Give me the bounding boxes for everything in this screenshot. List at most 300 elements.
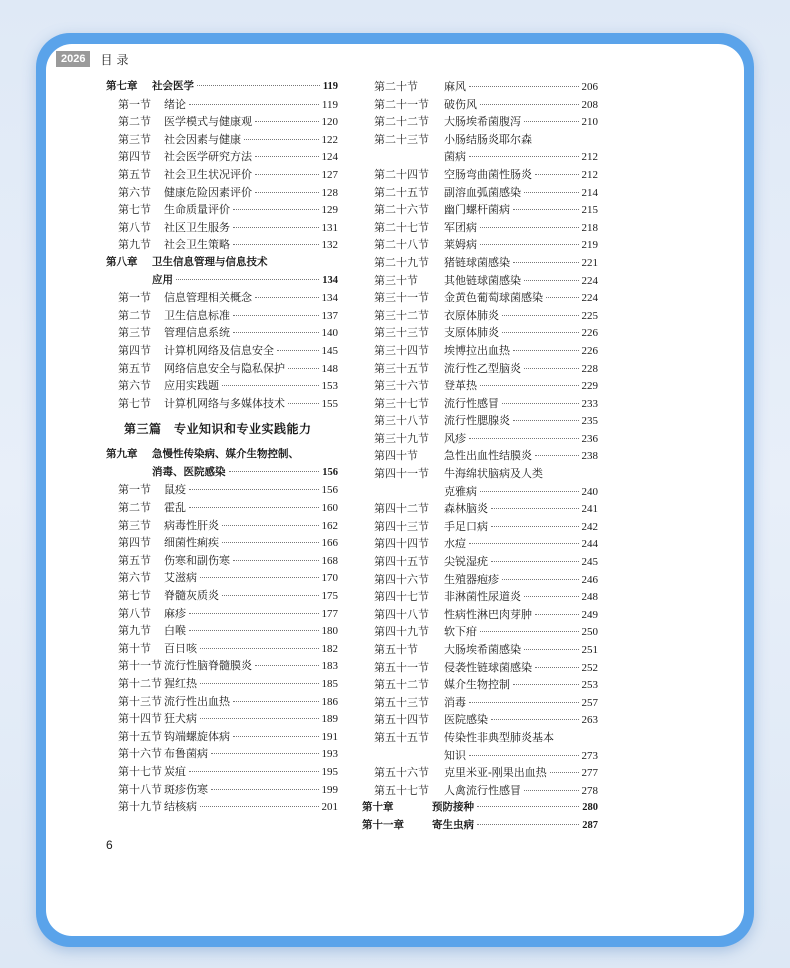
toc-page-number: 248 — [581, 591, 598, 604]
toc-entry-number: 第四十八节 — [374, 607, 429, 621]
toc-right-column — [362, 78, 598, 835]
toc-entry-label — [374, 430, 466, 448]
toc-entry-title: 水痘 — [444, 537, 466, 551]
dot-leader — [255, 665, 319, 666]
dot-leader — [480, 631, 579, 632]
toc-chapter-entry[interactable] — [106, 254, 338, 272]
toc-entry-title: 信息管理相关概念 — [164, 291, 252, 305]
toc-entry-label — [118, 622, 186, 640]
toc-page-number: 120 — [321, 116, 338, 129]
toc-section-entry[interactable] — [362, 588, 598, 606]
dot-leader — [255, 297, 319, 298]
toc-section-entry[interactable] — [362, 166, 598, 184]
toc-page-number: 170 — [321, 572, 338, 585]
toc-section-entry[interactable] — [106, 781, 338, 799]
toc-entry-number: 第七节 — [118, 589, 151, 603]
toc-section-entry[interactable] — [106, 148, 338, 166]
toc-entry-number: 第八节 — [118, 220, 151, 234]
toc-section-entry[interactable] — [362, 500, 598, 518]
toc-section-entry[interactable] — [362, 623, 598, 641]
toc-page-number: 273 — [581, 749, 598, 762]
dot-leader — [469, 86, 579, 87]
toc-entry-title: 手足口病 — [444, 519, 488, 533]
toc-entry-number: 第二十五节 — [374, 185, 429, 199]
toc-page-number: 193 — [321, 748, 338, 761]
toc-section-entry-continued[interactable] — [362, 148, 598, 166]
toc-entry-number: 第五十六节 — [374, 766, 429, 780]
dot-leader — [277, 350, 319, 351]
toc-entry-label — [374, 166, 532, 184]
toc-section-entry[interactable] — [106, 569, 338, 587]
toc-section-entry[interactable] — [362, 219, 598, 237]
dot-leader — [222, 595, 319, 596]
toc-page-number: 212 — [581, 151, 598, 164]
toc-section-entry[interactable] — [106, 184, 338, 202]
toc-section-entry[interactable] — [106, 499, 338, 517]
toc-section-entry[interactable] — [106, 166, 338, 184]
toc-section-entry[interactable] — [106, 728, 338, 746]
toc-entry-title: 斑疹伤寒 — [164, 782, 208, 796]
toc-page-number: 182 — [321, 642, 338, 655]
toc-section-entry[interactable] — [362, 254, 598, 272]
toc-entry-number: 第三十八节 — [374, 414, 429, 428]
toc-section-entry[interactable] — [362, 518, 598, 536]
toc-section-entry[interactable] — [362, 131, 598, 149]
toc-entry-number: 第二十节 — [374, 80, 418, 93]
dot-leader — [211, 753, 319, 754]
dot-leader — [469, 702, 579, 703]
toc-section-entry[interactable] — [106, 113, 338, 131]
toc-entry-number: 第三十三节 — [374, 326, 429, 340]
toc-entry-label — [118, 534, 219, 552]
toc-section-entry[interactable] — [106, 307, 338, 325]
toc-section-entry[interactable] — [106, 798, 338, 816]
dot-leader — [222, 385, 319, 386]
toc-page-number: 127 — [321, 168, 338, 181]
toc-section-entry[interactable] — [362, 342, 598, 360]
toc-entry-number: 第四十二节 — [374, 502, 429, 516]
toc-chapter-entry[interactable] — [362, 799, 598, 817]
toc-entry-title: 计算机网络及信息安全 — [164, 343, 274, 357]
toc-page-number: 134 — [321, 292, 338, 305]
toc-chapter-entry[interactable] — [106, 78, 338, 96]
toc-section-entry[interactable] — [106, 377, 338, 395]
toc-entry-number: 第四十一节 — [374, 467, 429, 481]
dot-leader — [480, 385, 579, 386]
toc-section-entry[interactable] — [362, 184, 598, 202]
toc-entry-title: 克雅病 — [444, 484, 477, 498]
toc-section-entry[interactable] — [362, 96, 598, 114]
toc-entry-title: 金黄色葡萄球菌感染 — [444, 291, 543, 305]
toc-page-number: 180 — [321, 625, 338, 638]
toc-entry-label — [374, 782, 521, 800]
dot-leader — [233, 244, 319, 245]
toc-section-entry[interactable] — [362, 447, 598, 465]
dot-leader — [189, 613, 319, 614]
toc-page-number: 246 — [581, 573, 598, 586]
toc-section-entry[interactable] — [362, 272, 598, 290]
toc-section-entry[interactable] — [362, 430, 598, 448]
toc-entry-number: 第七章 — [106, 80, 138, 92]
toc-entry-label — [118, 569, 197, 587]
toc-section-entry[interactable] — [106, 622, 338, 640]
toc-entry-number: 第十三节 — [118, 694, 162, 708]
toc-page-number: 132 — [321, 239, 338, 252]
toc-entry-label — [118, 745, 208, 763]
toc-page-number: 155 — [321, 397, 338, 410]
toc-section-entry[interactable] — [362, 676, 598, 694]
dot-leader — [233, 227, 319, 228]
toc-entry-title: 医院感染 — [444, 713, 488, 727]
toc-entry-title: 猪链球菌感染 — [444, 255, 510, 269]
toc-entry-title: 副溶血弧菌感染 — [444, 185, 521, 199]
toc-page-number: 251 — [581, 644, 598, 656]
dot-leader — [491, 561, 579, 562]
dot-leader — [200, 648, 319, 649]
toc-page-number: 229 — [581, 380, 598, 393]
toc-page-number: 145 — [321, 344, 338, 357]
toc-section-entry[interactable] — [362, 764, 598, 782]
toc-section-entry[interactable] — [106, 675, 338, 693]
dot-leader — [233, 332, 319, 333]
dot-leader — [535, 455, 579, 456]
toc-entry-title: 社会卫生策略 — [164, 238, 230, 252]
toc-entry-title: 霍乱 — [164, 501, 186, 515]
toc-entry-number: 第七节 — [118, 396, 151, 410]
dot-leader — [255, 156, 319, 157]
toc-section-entry[interactable] — [106, 342, 338, 360]
dot-leader — [477, 806, 579, 807]
toc-entry-number: 第三节 — [118, 518, 151, 532]
dot-leader — [469, 156, 579, 157]
toc-page-number: 233 — [581, 397, 598, 410]
dot-leader — [535, 667, 579, 668]
toc-section-entry[interactable] — [362, 641, 598, 659]
dot-leader — [513, 209, 579, 210]
header-title: 目录 — [100, 52, 133, 67]
toc-entry-label — [374, 553, 488, 571]
toc-page-number: 185 — [321, 678, 338, 690]
toc-entry-label — [118, 289, 252, 307]
toc-section-entry[interactable] — [106, 201, 338, 219]
toc-entry-label — [152, 464, 226, 482]
toc-entry-label — [118, 781, 208, 799]
toc-section-entry[interactable] — [106, 534, 338, 552]
toc-entry-label — [374, 764, 547, 782]
toc-entry-label — [374, 272, 521, 290]
toc-page-number: 218 — [581, 221, 598, 234]
toc-entry-label — [374, 711, 488, 729]
toc-entry-label — [118, 657, 252, 675]
toc-entry-title: 应用实践题 — [164, 379, 219, 393]
toc-page-number: 168 — [321, 554, 338, 567]
toc-entry-label — [374, 659, 532, 677]
toc-entry-number: 第一节 — [118, 483, 151, 497]
toc-entry-label — [118, 377, 219, 395]
toc-section-entry[interactable] — [362, 113, 598, 131]
toc-entry-label — [362, 799, 474, 817]
toc-entry-label — [374, 588, 521, 606]
toc-section-entry[interactable] — [106, 552, 338, 570]
toc-section-entry[interactable] — [362, 465, 598, 483]
toc-entry-number: 第三十七节 — [374, 396, 429, 410]
year-badge: 2026 — [56, 51, 90, 67]
toc-section-entry[interactable] — [362, 201, 598, 219]
toc-left-column — [106, 78, 338, 816]
toc-section-entry[interactable] — [362, 729, 598, 747]
toc-section-entry[interactable] — [106, 324, 338, 342]
toc-page-number: 177 — [321, 607, 338, 620]
toc-entry-label — [374, 236, 477, 254]
toc-section-entry[interactable] — [362, 659, 598, 677]
toc-chapter-entry[interactable] — [362, 817, 598, 835]
toc-entry-number: 第二十四节 — [374, 167, 429, 181]
toc-entry-title: 百日咳 — [164, 641, 197, 655]
dot-leader — [233, 736, 319, 737]
toc-chapter-entry-continued[interactable] — [106, 464, 338, 482]
dot-leader — [469, 438, 579, 439]
toc-section-entry[interactable] — [106, 517, 338, 535]
toc-entry-title: 尖锐湿疣 — [444, 555, 488, 569]
toc-entry-number: 第八章 — [106, 255, 138, 268]
toc-section-entry[interactable] — [106, 640, 338, 658]
toc-entry-number: 第九节 — [118, 238, 151, 252]
toc-entry-label — [374, 113, 521, 131]
toc-entry-label — [118, 219, 230, 237]
toc-entry-number: 第三十六节 — [374, 379, 429, 393]
toc-entry-label — [374, 729, 554, 747]
toc-entry-label — [106, 446, 299, 464]
toc-entry-number: 第十一节 — [118, 659, 162, 673]
toc-page-number: 252 — [581, 661, 598, 674]
toc-section-entry[interactable] — [106, 236, 338, 254]
toc-page-number: 201 — [321, 801, 338, 814]
toc-entry-number: 第三十五节 — [374, 361, 429, 375]
toc-section-entry[interactable] — [106, 131, 338, 149]
toc-section-entry[interactable] — [106, 395, 338, 413]
dot-leader — [200, 718, 319, 719]
toc-entry-number: 第四十节 — [374, 449, 418, 463]
toc-section-entry[interactable] — [362, 307, 598, 325]
toc-entry-number: 第六节 — [118, 185, 151, 199]
toc-section-entry[interactable] — [362, 535, 598, 553]
toc-section-entry[interactable] — [106, 219, 338, 237]
dot-leader — [524, 121, 579, 122]
toc-entry-label — [118, 324, 230, 342]
toc-page-number: 210 — [581, 116, 598, 129]
toc-entry-title: 埃博拉出血热 — [444, 343, 510, 357]
toc-entry-label — [374, 676, 510, 694]
dot-leader — [491, 719, 579, 720]
toc-entry-label — [118, 693, 230, 711]
dot-leader — [469, 755, 579, 756]
toc-section-entry[interactable] — [362, 412, 598, 430]
toc-section-entry[interactable] — [362, 553, 598, 571]
toc-entry-label — [444, 148, 466, 166]
toc-entry-number: 第二节 — [118, 115, 151, 129]
toc-page-number: 250 — [581, 626, 598, 639]
toc-entry-label — [118, 499, 186, 517]
toc-entry-number: 第四十九节 — [374, 625, 429, 639]
toc-section-entry[interactable] — [362, 78, 598, 96]
toc-section-entry[interactable] — [362, 694, 598, 712]
toc-entry-number: 第十四节 — [118, 712, 162, 726]
toc-entry-label — [118, 395, 285, 413]
toc-entry-number: 第十九节 — [118, 800, 162, 814]
toc-entry-number: 第三十九节 — [374, 431, 429, 445]
toc-page-number: 119 — [321, 98, 338, 111]
toc-section-entry[interactable] — [362, 571, 598, 589]
toc-entry-label — [118, 96, 186, 114]
toc-entry-title: 流行性脑脊髓膜炎 — [164, 659, 252, 673]
toc-section-entry[interactable] — [362, 360, 598, 378]
toc-section-entry[interactable] — [362, 236, 598, 254]
toc-section-entry[interactable] — [106, 289, 338, 307]
toc-entry-label — [374, 641, 521, 659]
toc-entry-number: 第五节 — [118, 361, 151, 375]
toc-entry-number: 第五十三节 — [374, 695, 429, 709]
dot-leader — [524, 596, 579, 597]
toc-page-number: 134 — [322, 274, 338, 286]
toc-section-entry[interactable] — [362, 782, 598, 800]
dot-leader — [535, 614, 579, 615]
toc-entry-title: 克里米亚-刚果出血热 — [444, 766, 547, 780]
toc-entry-title: 卫生信息标准 — [164, 308, 230, 322]
dot-leader — [491, 508, 579, 509]
toc-entry-title: 小肠结肠炎耶尔森 — [444, 132, 532, 146]
toc-page-number: 215 — [581, 204, 598, 217]
toc-entry-label — [118, 798, 197, 816]
toc-entry-number: 第四十七节 — [374, 590, 429, 604]
toc-section-entry[interactable] — [362, 395, 598, 413]
toc-entry-label — [374, 571, 499, 589]
dot-leader — [200, 683, 319, 684]
toc-entry-label — [118, 587, 219, 605]
toc-entry-title: 风疹 — [444, 431, 466, 445]
toc-entry-number: 第四节 — [118, 150, 151, 164]
toc-page-number: 278 — [581, 784, 598, 797]
toc-entry-label — [374, 342, 510, 360]
toc-section-entry-continued[interactable] — [362, 747, 598, 765]
toc-section-entry[interactable] — [106, 745, 338, 763]
toc-page-number: 156 — [321, 484, 338, 497]
toc-entry-number: 第二十一节 — [374, 97, 429, 111]
toc-entry-label — [374, 535, 466, 553]
toc-entry-title: 军团病 — [444, 220, 477, 234]
toc-page-number: 221 — [581, 256, 598, 269]
toc-entry-label — [362, 817, 474, 835]
toc-entry-number: 第四十五节 — [374, 555, 429, 569]
toc-page-number: 129 — [321, 204, 338, 217]
toc-entry-label — [118, 640, 197, 658]
toc-entry-number: 第十七节 — [118, 764, 162, 778]
toc-section-entry[interactable] — [106, 481, 338, 499]
toc-section-entry[interactable] — [106, 693, 338, 711]
toc-entry-title: 应用 — [152, 273, 173, 286]
toc-entry-label — [118, 728, 230, 746]
toc-entry-number: 第五节 — [118, 167, 151, 181]
toc-section-entry[interactable] — [362, 377, 598, 395]
toc-entry-label — [106, 254, 268, 272]
toc-entry-number: 第二十九节 — [374, 255, 429, 269]
toc-entry-label — [118, 552, 230, 570]
toc-part-heading[interactable]: 第三篇 专业知识和专业实践能力 — [124, 422, 312, 437]
dot-leader — [513, 262, 579, 263]
toc-entry-title: 侵袭性链球菌感染 — [444, 660, 532, 674]
toc-entry-label — [106, 78, 194, 96]
toc-section-entry[interactable] — [362, 324, 598, 342]
dot-leader — [513, 684, 579, 685]
toc-page-number: 226 — [581, 344, 598, 357]
toc-section-entry-continued[interactable] — [362, 483, 598, 501]
toc-entry-title: 流行性腮腺炎 — [444, 414, 510, 428]
toc-section-entry[interactable] — [106, 360, 338, 378]
toc-entry-label — [118, 184, 252, 202]
toc-entry-number: 第十五节 — [118, 729, 162, 743]
toc-entry-title: 森林脑炎 — [444, 502, 488, 516]
toc-entry-title: 生命质量评价 — [164, 203, 230, 217]
dot-leader — [480, 104, 579, 105]
toc-entry-title: 健康危险因素评价 — [164, 185, 252, 199]
toc-entry-title: 急性出血性结膜炎 — [444, 449, 532, 463]
toc-entry-title: 其他链球菌感染 — [444, 273, 521, 287]
toc-section-entry[interactable] — [362, 606, 598, 624]
toc-page-number: 263 — [581, 714, 598, 727]
dot-leader — [255, 121, 319, 122]
toc-page-number: 224 — [581, 292, 598, 305]
toc-section-entry[interactable] — [106, 657, 338, 675]
dot-leader — [244, 139, 319, 140]
toc-entry-title: 布鲁菌病 — [164, 747, 208, 761]
dot-leader — [200, 577, 319, 578]
toc-entry-title: 卫生信息管理与信息技术 — [152, 255, 268, 268]
toc-entry-title: 媒介生物控制 — [444, 678, 510, 692]
toc-page-number: 240 — [581, 485, 598, 498]
toc-entry-label — [374, 465, 543, 483]
dot-leader — [288, 368, 319, 369]
toc-page-number: 242 — [581, 520, 598, 533]
dot-leader — [189, 771, 319, 772]
toc-section-entry[interactable] — [362, 289, 598, 307]
toc-page-number: 226 — [581, 327, 598, 340]
dot-leader — [502, 315, 579, 316]
dot-leader — [189, 507, 319, 508]
toc-entry-title: 流行性出血热 — [164, 694, 230, 708]
toc-entry-title: 钩端螺旋体病 — [164, 729, 230, 743]
toc-entry-title: 登革热 — [444, 379, 477, 393]
toc-entry-label — [118, 342, 274, 360]
toc-entry-number: 第二节 — [118, 501, 151, 515]
toc-entry-number: 第十六节 — [118, 747, 162, 761]
toc-entry-title: 医学模式与健康观 — [164, 115, 252, 129]
toc-entry-label — [374, 131, 532, 149]
toc-section-entry[interactable] — [106, 605, 338, 623]
toc-chapter-entry[interactable] — [106, 446, 338, 464]
dot-leader — [524, 790, 579, 791]
toc-entry-number: 第二十三节 — [374, 132, 429, 146]
toc-section-entry[interactable] — [106, 710, 338, 728]
toc-entry-title: 管理信息系统 — [164, 326, 230, 340]
toc-entry-number: 第三十一节 — [374, 291, 429, 305]
toc-section-entry[interactable] — [106, 587, 338, 605]
toc-section-entry[interactable] — [106, 96, 338, 114]
toc-page-number: 244 — [581, 538, 598, 551]
toc-section-entry[interactable] — [362, 711, 598, 729]
toc-section-entry[interactable] — [106, 763, 338, 781]
toc-chapter-entry-continued[interactable] — [106, 272, 338, 290]
toc-entry-label — [374, 518, 488, 536]
toc-entry-number: 第四十三节 — [374, 519, 429, 533]
